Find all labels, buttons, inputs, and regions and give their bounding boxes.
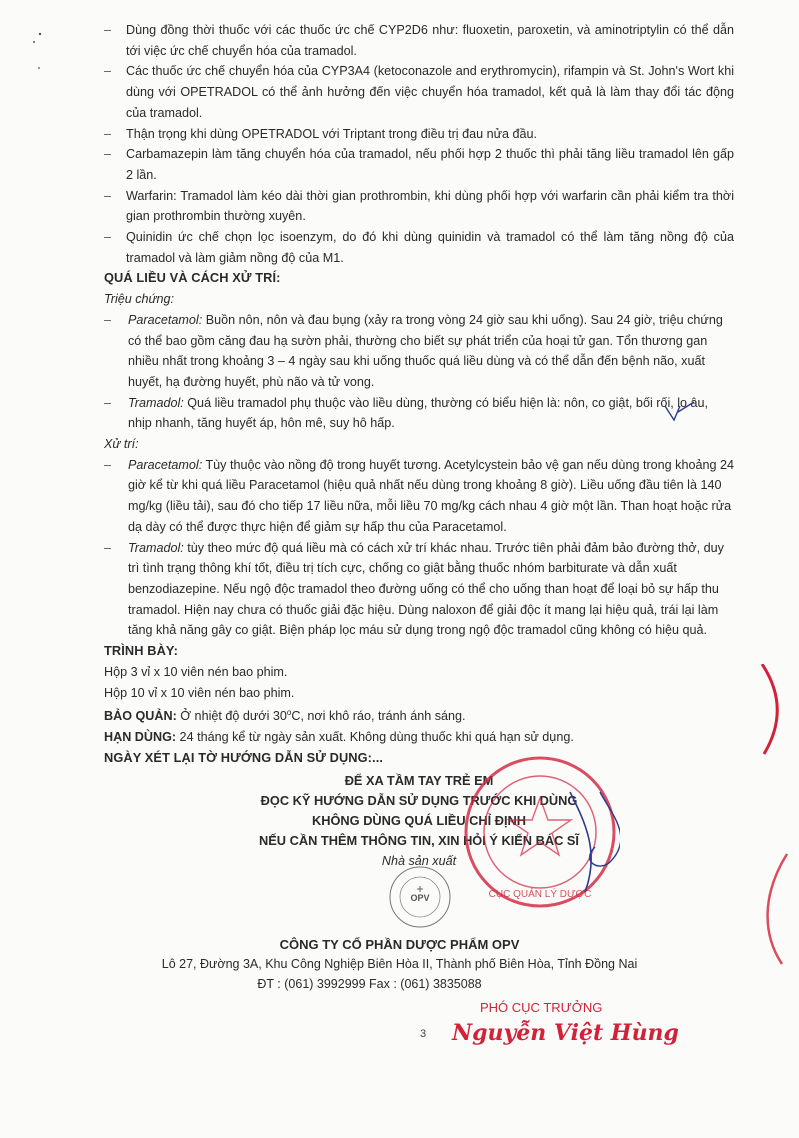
presentation-line: Hộp 3 vỉ x 10 viên nén bao phim. [104, 664, 288, 679]
company-address: Lô 27, Đường 3A, Khu Công Nghiệp Biên Hòa II, Thành phố Biên Hòa, Tỉnh Đồng Nai [161, 957, 638, 971]
list-item: – Carbamazepin làm tăng chuyển hóa của tramadol, nếu phối hợp 2 thuốc thì phải tăng liều tramadol lên gấp 2 lần. [104, 147, 734, 182]
presentation-heading: TRÌNH BÀY: [104, 643, 178, 659]
official-stamp [460, 752, 620, 917]
symptoms-label: Triệu chứng: [104, 292, 175, 307]
company-phone: ĐT : (061) 3992999 Fax : (061) 3835088 [257, 977, 482, 991]
stamp-label: CỤC QUẢN LÝ DƯỢC [488, 889, 592, 900]
warning-line: NẾU CẦN THÊM THÔNG TIN, XIN HỎI Ý KIẾN BÁC SĨ [259, 832, 579, 848]
list-item: – Thận trọng khi dùng OPETRADOL với Triptant trong điều trị đau nửa đầu. [104, 126, 538, 141]
warning-line: ĐỌC KỸ HƯỚNG DẪN SỬ DỤNG TRƯỚC KHI DÙNG [260, 792, 578, 808]
symptom-paracetamol: – Paracetamol: Buồn nôn, nôn và đau bụng (xảy ra trong vòng 24 giờ sau khi uống). Sau 24 giờ, triệu chứng có thể bao gồm căng đau hạ sườn phải, thường cho biết sự phát triển của hoại tử gan. Tổn thương gan nhiều nhất trong khoảng 3 – 4 ngày sau khi uống thuốc quá liều dùng và có thể dẫn đến bệnh não, xuất huyết, hạ đường huyết, phù não và tử vong. [104, 312, 723, 389]
expiry-line: HẠN DÙNG: 24 tháng kể từ ngày sản xuất. Không dùng thuốc khi quá hạn sử dụng. [104, 730, 574, 745]
interactions-list [104, 20, 734, 268]
company-name: CÔNG TY CỔ PHẦN DƯỢC PHẨM OPV [279, 937, 520, 952]
page-number: 3 [420, 1028, 427, 1040]
review-date: NGÀY XÉT LẠI TỜ HƯỚNG DẪN SỬ DỤNG:... [104, 749, 384, 765]
initial-mark [660, 396, 700, 431]
document-content [104, 20, 734, 871]
scan-specks [30, 28, 60, 83]
signer-title: PHÓ CỤC TRƯỞNG [480, 1000, 603, 1015]
list-item: – Dùng đồng thời thuốc với các thuốc ức chế CYP2D6 như: fluoxetin, paroxetin, và aminotriptylin có thể dẫn tới việc ức chế chuyển hóa của tramadol. [104, 23, 734, 58]
logo-text: OPV [410, 893, 430, 903]
signer-name: Nguyễn Việt Hùng [452, 1020, 679, 1046]
treatment-paracetamol: – Paracetamol: Tùy thuộc vào nồng độ trong huyết tương. Acetylcystein bảo vệ gan nếu dùng trong khoảng 24 giờ kể từ khi quá liều Paracetamol (hiệu quả nhất nếu dùng trong khoảng 8 giờ). Liều uống đầu tiên là 140 mg/kg (liều tải), sau đó cho tiếp 17 liều nữa, mỗi liều 70 mg/kg cách nhau 4 giờ một lần. Than hoạt hoặc rửa dạ dày có thể được thực hiện để giảm sự hấp thu của Paracetamol. [104, 457, 734, 534]
company-logo [385, 862, 455, 937]
list-item: – Các thuốc ức chế chuyển hóa của CYP3A4 (ketoconazole and erythromycin), rifampin và St. John's Wort khi dùng với OPETRADOL có thể ảnh hưởng đến việc chuyển hóa tramadol, kết quả là làm thay đổi tác động của tramadol. [104, 64, 734, 120]
overdose-heading: QUÁ LIỀU VÀ CÁCH XỬ TRÍ: [104, 270, 281, 286]
list-item: – Warfarin: Tramadol làm kéo dài thời gian prothrombin, khi dùng phối hợp với warfarin cần phải kiểm tra thời gian prothrombin thường xuyên. [104, 188, 734, 224]
treatment-tramadol: – Tramadol: tùy theo mức độ quá liều mà có cách xử trí khác nhau. Trước tiên phải đảm bảo đường thở, duy trì tình trạng thông khí tốt, điều trị tích cực, chống co giật bằng thuốc nhóm barbiturate và dẫn xuất benzodiazepine. Nếu ngộ độc tramadol theo đường uống có thể cho uống than hoạt để loại bỏ sự hấp thu tramadol. Hiện nay chưa có thuốc giải đặc hiệu. Dùng naloxon để giải độc ít mang lại hiệu quả, trái lại làm tăng khả năng gây co giật. Biện pháp lọc máu sử dụng trong ngộ độc tramadol cũng không có hiệu quả. [104, 540, 724, 638]
symptom-tramadol: – Tramadol: Quá liều tramadol phụ thuộc vào liều dùng, thường có biểu hiện là: nôn, co giật, bối rối, lo âu, nhịp nhanh, tăng huyết áp, hôn mê, suy hô hấp. [104, 395, 709, 431]
storage-line: BẢO QUẢN: Ở nhiệt độ dưới 30$^o$C, nơi khô ráo, tránh ánh sáng. [104, 708, 466, 724]
side-stamp [752, 664, 792, 1089]
warning-line: KHÔNG DÙNG QUÁ LIỀU CHỈ ĐỊNH [312, 812, 526, 828]
warning-line: ĐỂ XA TẦM TAY TRẺ EM [344, 772, 494, 788]
treatment-label: Xử trí: [104, 437, 139, 452]
manufacturer-label: Nhà sản xuất [381, 853, 457, 868]
list-item: – Quinidin ức chế chọn lọc isoenzym, do đó khi dùng quinidin và tramadol có thể làm tăng nồng độ của tramadol và làm giảm nồng độ của M1. [104, 230, 734, 265]
presentation-line: Hộp 10 vỉ x 10 viên nén bao phim. [104, 685, 295, 700]
